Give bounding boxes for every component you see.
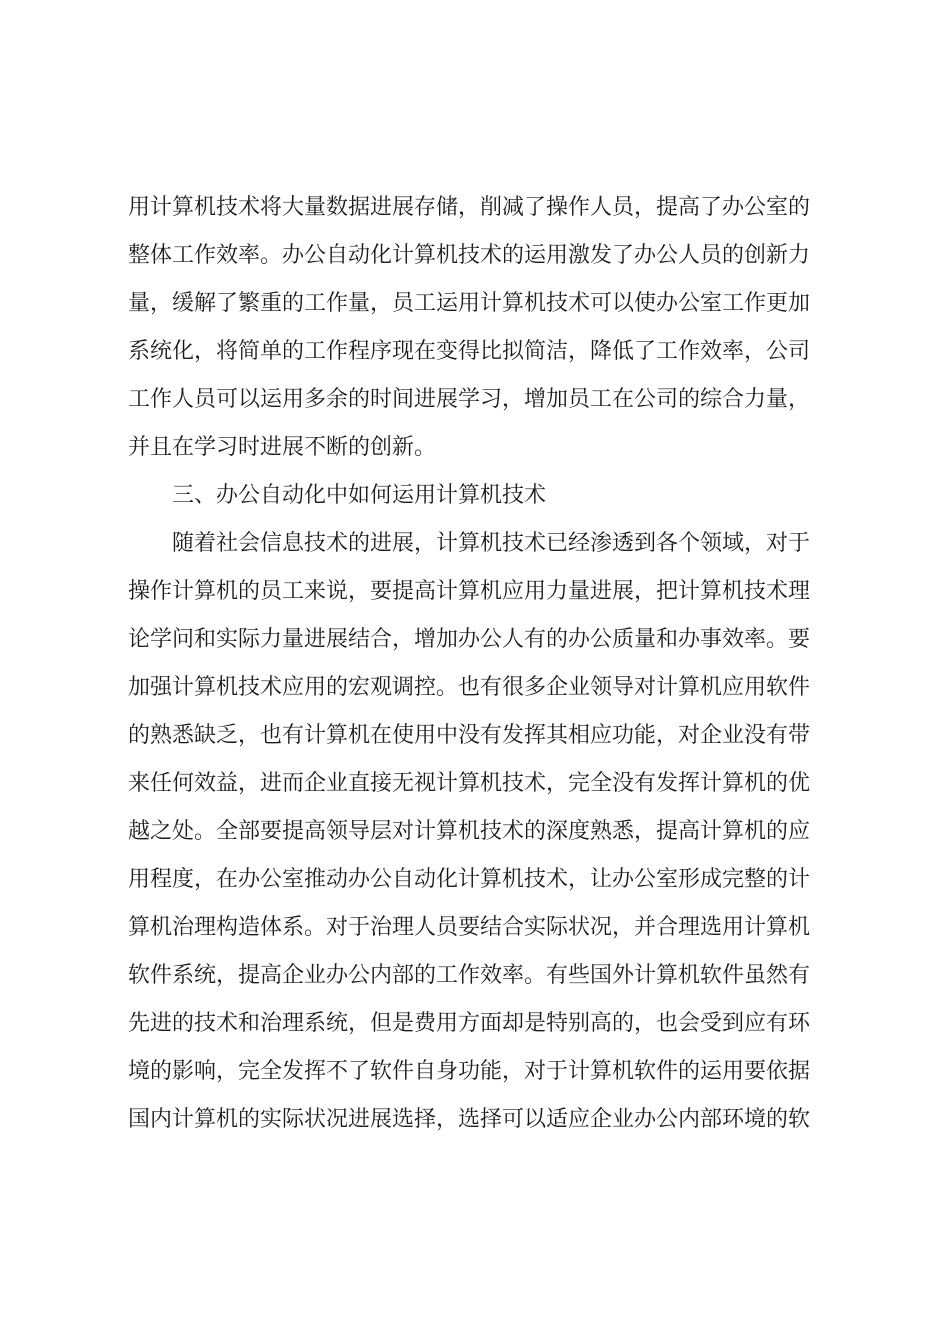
paragraph-1-line-3: 量，缓解了繁重的工作量，员工运用计算机技术可以使办公室工作更加 [128,291,811,316]
paragraph-1-line-6: 并且在学习时进展不断的创新。 [128,435,437,460]
paragraph-1-line-4: 系统化，将简单的工作程序现在变得比拟简洁，降低了工作效率，公司 [128,339,811,364]
paragraph-2-line-6: 来任何效益，进而企业直接无视计算机技术，完全没有发挥计算机的优 [128,771,811,796]
paragraph-2-line-12: 境的影响，完全发挥不了软件自身功能，对于计算机软件的运用要依据 [128,1059,811,1084]
paragraph-2-line-2: 操作计算机的员工来说，要提高计算机应用力量进展，把计算机技术理 [128,579,811,604]
paragraph-2-line-11: 先进的技术和治理系统，但是费用方面却是特别高的，也会受到应有环 [128,1011,811,1036]
paragraph-2-line-5: 的熟悉缺乏，也有计算机在使用中没有发挥其相应功能，对企业没有带 [128,723,811,748]
paragraph-2-line-10: 软件系统，提高企业办公内部的工作效率。有些国外计算机软件虽然有 [128,963,811,988]
paragraph-2-line-4: 加强计算机技术应用的宏观调控。也有很多企业领导对计算机应用软件 [128,675,811,700]
paragraph-2-line-3: 论学问和实际力量进展结合，增加办公人有的办公质量和办事效率。要 [128,627,811,652]
paragraph-1-line-2: 整体工作效率。办公自动化计算机技术的运用激发了办公人员的创新力 [128,243,811,268]
paragraph-2-line-8: 用程度，在办公室推动办公自动化计算机技术，让办公室形成完整的计 [128,867,811,892]
section-heading: 三、办公自动化中如何运用计算机技术 [172,483,547,508]
paragraph-1-line-1: 用计算机技术将大量数据进展存储，削减了操作人员，提高了办公室的 [128,195,811,220]
paragraph-2-line-9: 算机治理构造体系。对于治理人员要结合实际状况，并合理选用计算机 [128,915,811,940]
paragraph-2-line-1: 随着社会信息技术的进展，计算机技术已经渗透到各个领域，对于 [172,531,811,556]
paragraph-1-line-5: 工作人员可以运用多余的时间进展学习，增加员工在公司的综合力量， [128,387,811,412]
paragraph-2-line-13: 国内计算机的实际状况进展选择，选择可以适应企业办公内部环境的软 [128,1107,811,1132]
paragraph-2-line-7: 越之处。全部要提高领导层对计算机技术的深度熟悉，提高计算机的应 [128,819,811,844]
